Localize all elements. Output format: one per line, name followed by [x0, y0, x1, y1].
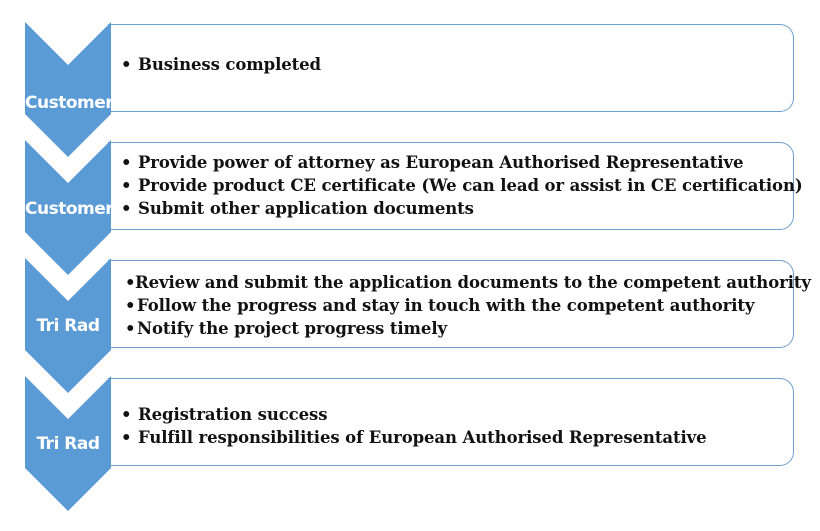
step-description-panel	[108, 378, 794, 466]
step-item: •Notify the project progress timely	[125, 319, 447, 338]
step-item-list	[108, 143, 803, 220]
step-actor-label: Tri Rad	[36, 316, 100, 336]
chevron-down-icon	[25, 22, 114, 157]
bullet-icon: •	[121, 199, 132, 218]
bullet-icon: •	[121, 55, 132, 74]
step-item: • Business completed	[121, 55, 321, 74]
bullet-icon: •	[125, 319, 136, 338]
step-item: • Fulfill responsibilities of European Authorised Representative	[121, 428, 707, 447]
step-actor-label: Customer	[25, 93, 114, 113]
step-item: •Review and submit the application documents to the competent authority	[125, 273, 811, 292]
step-actor-label: Tri Rad	[36, 434, 100, 454]
step-item: • Registration success	[121, 405, 328, 424]
step-item: • Provide product CE certificate (We can lead or assist in CE certification)	[121, 176, 803, 195]
step-item: •Follow the progress and stay in touch with the competent authority	[125, 296, 755, 315]
step-actor-label: Customer	[25, 199, 114, 219]
bullet-icon: •	[121, 428, 132, 447]
bullet-icon: •	[121, 176, 132, 195]
bullet-icon: •	[121, 153, 132, 172]
bullet-icon: •	[125, 296, 136, 315]
step-description-panel	[108, 142, 803, 230]
step-item-list	[108, 379, 793, 449]
step-description-panel	[108, 260, 811, 348]
step-item-list	[108, 25, 793, 76]
step-item-list	[108, 261, 811, 340]
step-description-panel	[108, 24, 794, 112]
step-item: • Provide power of attorney as European Authorised Representative	[121, 153, 744, 172]
bullet-icon: •	[121, 405, 132, 424]
step-item: • Submit other application documents	[121, 199, 474, 218]
bullet-icon: •	[125, 273, 136, 292]
